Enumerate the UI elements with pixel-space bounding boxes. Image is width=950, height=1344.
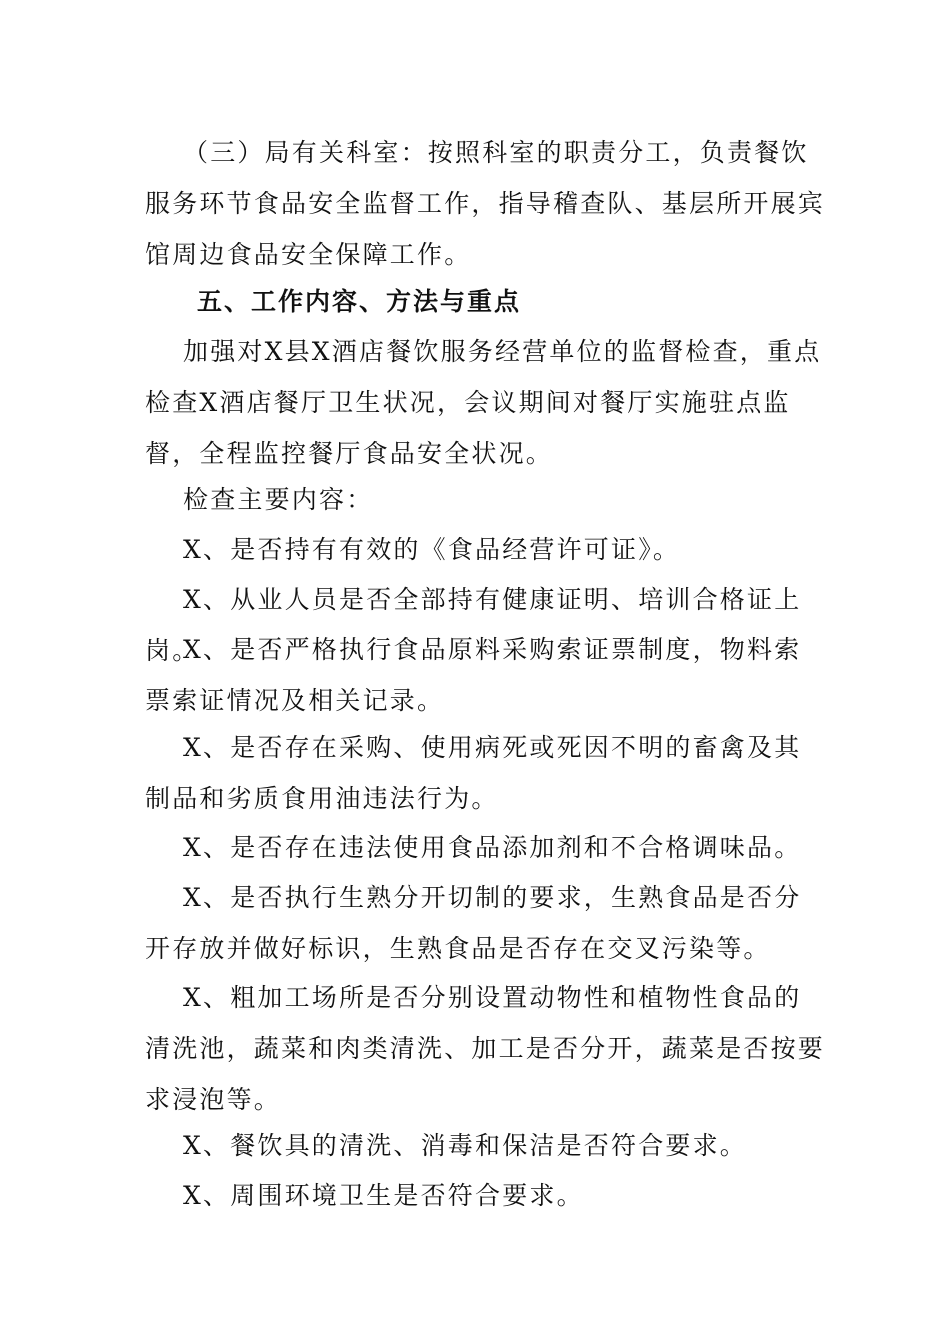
- paragraph-intro: 加强对X县X酒店餐饮服务经营单位的监督检查，重点检查X酒店餐厅卫生状况，会议期间对餐厅实施驻点监督，全程监控餐厅食品安全状况。: [145, 337, 822, 468]
- section-heading-5: 五、工作内容、方法与重点: [197, 287, 522, 316]
- list-item: X、是否存在违法使用食品添加剂和不合格调味品。: [183, 833, 802, 862]
- list-item: X、是否执行生熟分开切制的要求，生熟食品是否分开存放并做好标识，生熟食品是否存在交叉污染等。: [145, 883, 802, 963]
- paragraph-section-3: （三）局有关科室：按照科室的职责分工，负责餐饮服务环节食品安全监督工作，指导稽查队、基层所开展宾馆周边食品安全保障工作。: [145, 138, 826, 269]
- list-item: X、是否严格执行食品原料采购索证票制度，物料索票索证情况及相关记录。: [145, 635, 802, 715]
- list-item: X、是否存在采购、使用病死或死因不明的畜禽及其制品和劣质食用油违法行为。: [145, 733, 802, 813]
- list-item: X、是否持有有效的《食品经营许可证》。: [183, 535, 681, 564]
- list-item: X、周围环境卫生是否符合要求。: [183, 1181, 584, 1210]
- list-item: X、粗加工场所是否分别设置动物性和植物性食品的清洗池，蔬菜和肉类清洗、加工是否分开，蔬菜是否按要求浸泡等。: [145, 983, 826, 1114]
- list-item: X、餐饮具的清洗、消毒和保洁是否符合要求。: [183, 1131, 747, 1160]
- list-item: X、从业人员是否全部持有健康证明、培训合格证上岗。: [145, 585, 802, 665]
- paragraph-main-content: 检查主要内容：: [183, 485, 374, 514]
